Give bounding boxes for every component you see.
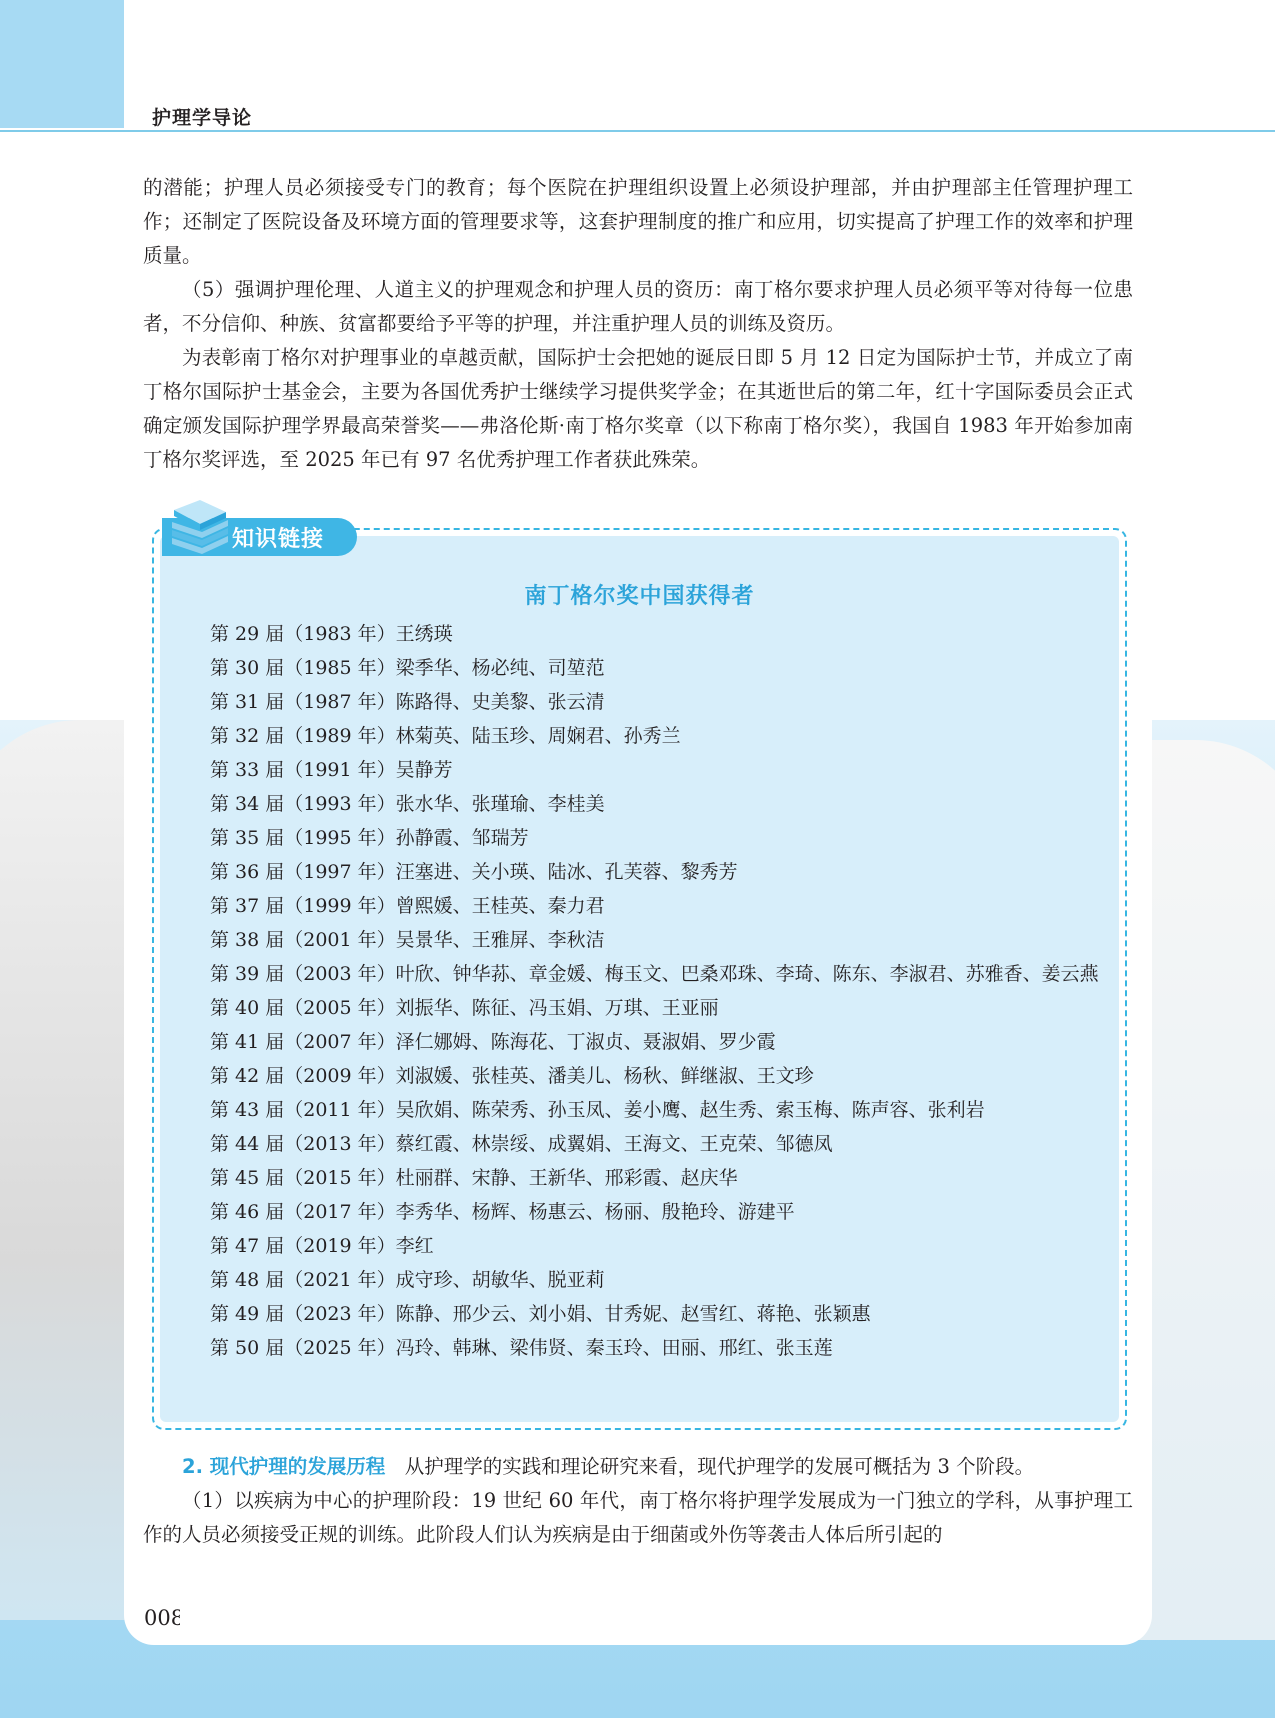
- list-item: 第 39 届（2003 年）叶欣、钟华荪、章金媛、梅玉文、巴桑邓珠、李琦、陈东、李淑君、苏雅香、姜云燕: [210, 963, 1099, 985]
- list-item: 第 36 届（1997 年）汪塞进、关小瑛、陆冰、孔芙蓉、黎秀芳: [210, 861, 738, 883]
- list-item: 第 29 届（1983 年）王绣瑛: [210, 623, 453, 645]
- list-item: 第 47 届（2019 年）李红: [210, 1235, 434, 1257]
- section-heading: 2. 现代护理的发展历程: [182, 1455, 386, 1478]
- list-item: 第 46 届（2017 年）李秀华、杨辉、杨惠云、杨丽、殷艳玲、游建平: [210, 1201, 795, 1223]
- knowledge-box-title: 南丁格尔奖中国获得者: [524, 584, 755, 609]
- page-number-pointer: [180, 1608, 192, 1630]
- background-shape-right: [1135, 740, 1275, 1640]
- list-item: 第 38 届（2001 年）吴景华、王雅屏、李秋洁: [210, 929, 605, 951]
- list-item: 第 31 届（1987 年）陈路得、史美黎、张云清: [210, 691, 605, 713]
- list-item: 第 43 届（2011 年）吴欣娟、陈荣秀、孙玉凤、姜小鹰、赵生秀、索玉梅、陈声容、张利岩: [210, 1099, 985, 1121]
- list-item: 第 42 届（2009 年）刘淑媛、张桂英、潘美儿、杨秋、鲜继淑、王文珍: [210, 1065, 814, 1087]
- running-header-title: 护理学导论: [152, 107, 253, 129]
- paragraph-disease-centered: （1）以疾病为中心的护理阶段：19 世纪 60 年代，南丁格尔将护理学发展成为一门独立的学科，从事护理工作的人员必须接受正规的训练。此阶段人们认为疾病是由于细菌或外伤等袭击人体后所引起的: [143, 1489, 1133, 1546]
- list-item: 第 32 届（1989 年）林菊英、陆玉珍、周娴君、孙秀兰: [210, 725, 681, 747]
- list-item: 第 40 届（2005 年）刘振华、陈征、冯玉娟、万琪、王亚丽: [210, 997, 719, 1019]
- list-item: 第 44 届（2013 年）蔡红霞、林崇绥、成翼娟、王海文、王克荣、邹德凤: [210, 1133, 833, 1155]
- list-item: 第 37 届（1999 年）曾熙媛、王桂英、秦力君: [210, 895, 605, 917]
- list-item: 第 34 届（1993 年）张水华、张瑾瑜、李桂美: [210, 793, 605, 815]
- list-item: 第 41 届（2007 年）泽仁娜姆、陈海花、丁淑贞、聂淑娟、罗少霞: [210, 1031, 776, 1053]
- header-color-tab: [0, 0, 124, 128]
- book-stack-icon: [166, 494, 232, 556]
- list-item: 第 49 届（2023 年）陈静、邢少云、刘小娟、甘秀妮、赵雪红、蒋艳、张颖惠: [210, 1303, 871, 1325]
- list-item: 第 30 届（1985 年）梁季华、杨必纯、司堃范: [210, 657, 605, 679]
- list-item: 第 33 届（1991 年）吴静芳: [210, 759, 453, 781]
- list-item: 第 50 届（2025 年）冯玲、韩琳、梁伟贤、秦玉玲、田丽、邢红、张玉莲: [210, 1337, 833, 1359]
- header-divider: [0, 130, 1275, 132]
- knowledge-box-label-text: 知识链接: [232, 527, 325, 552]
- paragraph-ethics: （5）强调护理伦理、人道主义的护理观念和护理人员的资历：南丁格尔要求护理人员必须平等对待每一位患者，不分信仰、种族、贫富都要给予平等的护理，并注重护理人员的训练及资历。: [143, 278, 1133, 335]
- paragraph-continued: 的潜能；护理人员必须接受专门的教育；每个医院在护理组织设置上必须设护理部，并由护理部主任管理护理工作；还制定了医院设备及环境方面的管理要求等，这套护理制度的推广和应用，切实提高了护理工作的效率和护理质量。: [143, 176, 1133, 267]
- winners-list: [162, 617, 1112, 1365]
- section-intro: 从护理学的实践和理论研究来看，现代护理学的发展可概括为 3 个阶段。: [404, 1455, 1035, 1478]
- list-item: 第 35 届（1995 年）孙静霞、邹瑞芳: [210, 827, 529, 849]
- list-item: 第 45 届（2015 年）杜丽群、宋静、王新华、邢彩霞、赵庆华: [210, 1167, 738, 1189]
- paragraph-nightingale-award: 为表彰南丁格尔对护理事业的卓越贡献，国际护士会把她的诞辰日即 5 月 12 日定为国际护士节，并成立了南丁格尔国际护士基金会，主要为各国优秀护士继续学习提供奖学金；在其逝世后的第二年，红十字国际委员会正式确定颁发国际护理学界最高荣誉奖——弗洛伦斯·南丁格尔奖章（以下称南丁格尔奖），我国自 1983 年开始参加南丁格尔奖评选，至 2025 年已有 97 名优秀护理工作者获此殊荣。: [143, 346, 1133, 471]
- list-item: 第 48 届（2021 年）成守珍、胡敏华、脱亚莉: [210, 1269, 605, 1291]
- page-number: 008: [144, 1606, 185, 1630]
- section-heading-paragraph: [143, 1450, 1133, 1484]
